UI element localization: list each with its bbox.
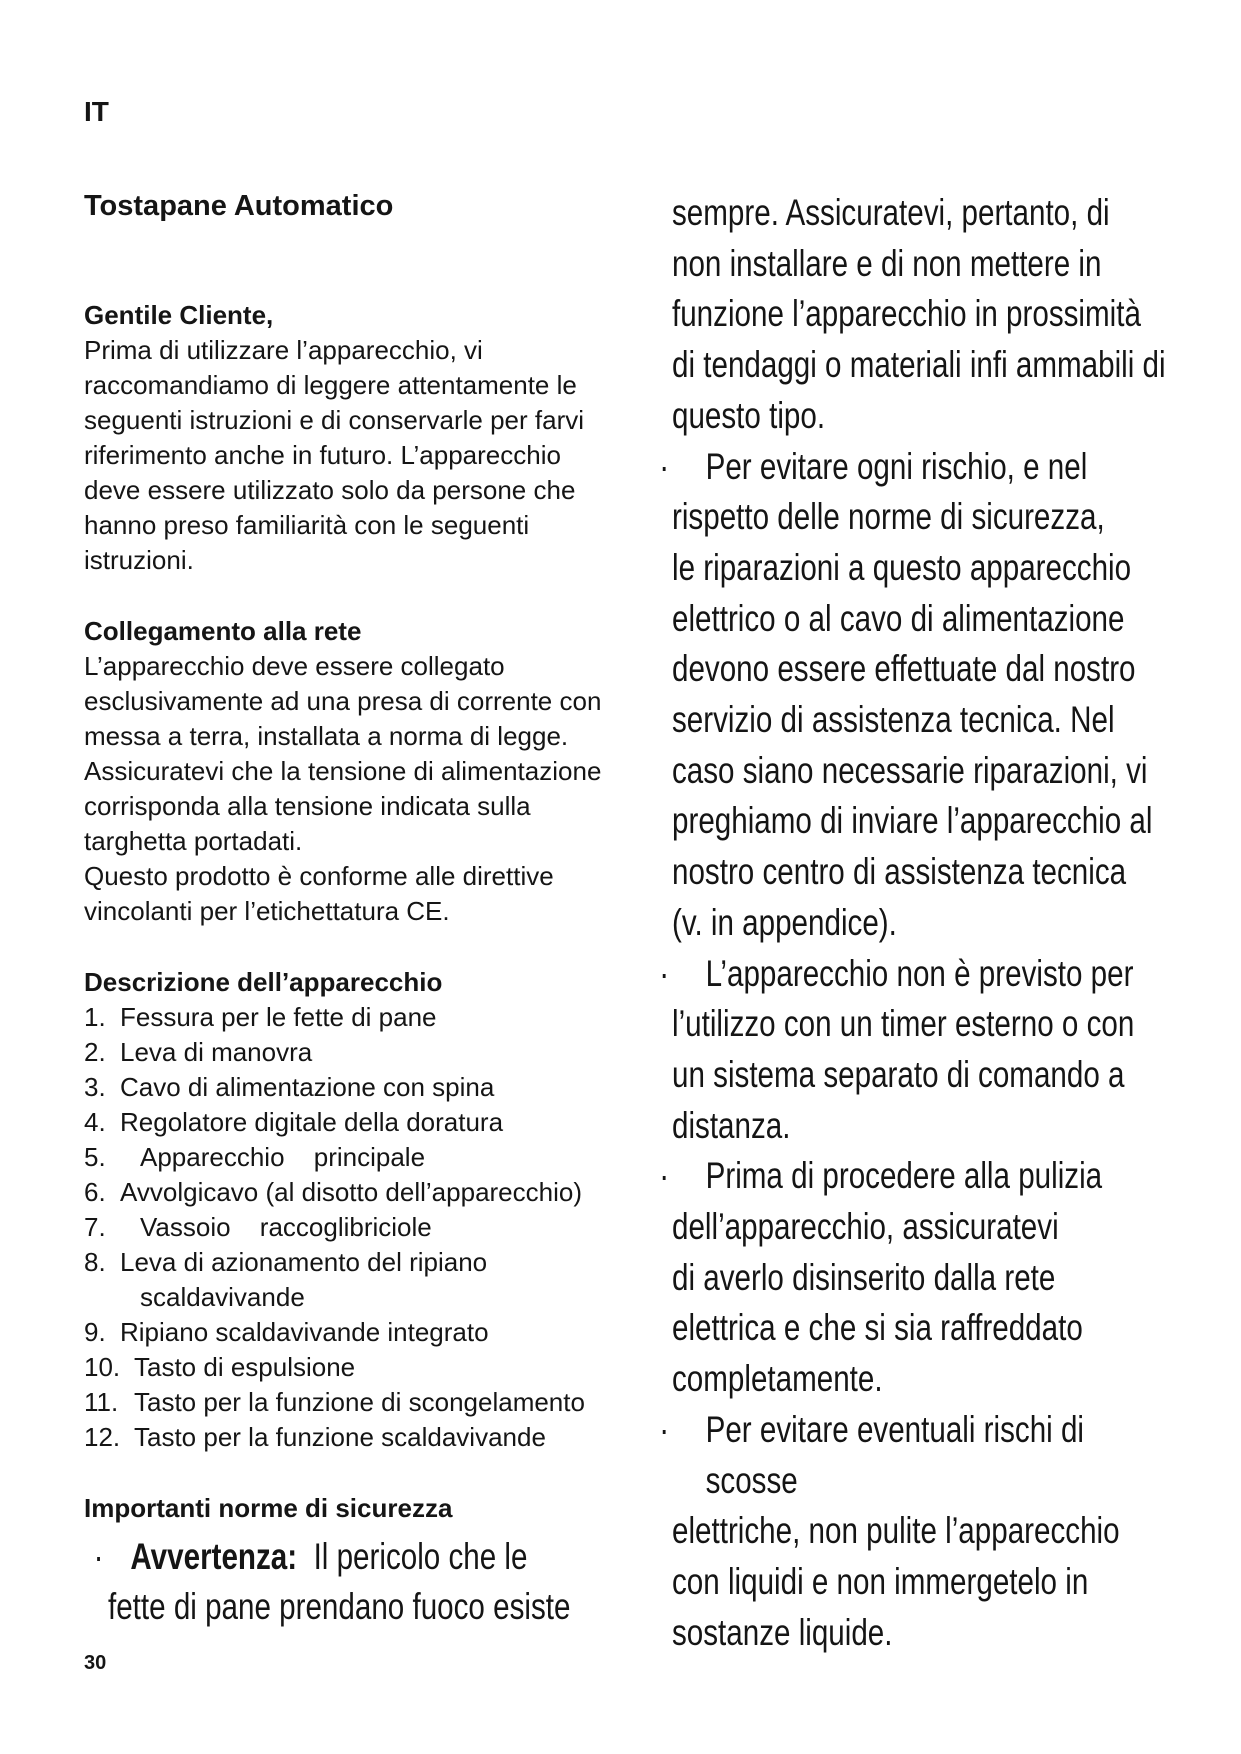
list-item-text: scaldavivande	[140, 1282, 305, 1312]
connection-line: L’apparecchio deve essere collegato	[84, 651, 505, 681]
list-item	[84, 1000, 624, 1035]
intro-line: hanno preso familiarità con le seguenti	[84, 510, 530, 540]
connection-line: messa a terra, installata a norma di legge.	[84, 721, 569, 751]
bullet-icon: ·	[659, 952, 670, 994]
intro-heading: Gentile Cliente,	[84, 300, 274, 330]
safety-item-lead: Per evitare eventuali rischi di scosse	[705, 1408, 1084, 1501]
list-item-number: 5.	[84, 1142, 106, 1172]
list-item	[84, 1245, 624, 1280]
safety-item-line: nostro centro di assistenza tecnica	[672, 851, 1127, 893]
list-item	[84, 1035, 624, 1070]
continuation-line: funzione l’apparecchio in prossimità	[672, 293, 1141, 335]
connection-line: corrisponda alla tensione indicata sulla	[84, 791, 531, 821]
left-column	[84, 188, 624, 1632]
list-item-number: 8.	[84, 1247, 106, 1277]
safety-item-line: un sistema separato di comando a	[672, 1053, 1125, 1095]
intro-line: Prima di utilizzare l’apparecchio, vi	[84, 335, 483, 365]
connection-heading: Collegamento alla rete	[84, 616, 362, 646]
list-item-number: 9.	[84, 1317, 106, 1347]
continuation-line: di tendaggi o materiali infi ammabili di	[672, 344, 1166, 386]
list-item-text: Cavo di alimentazione con spina	[120, 1072, 495, 1102]
bullet-icon: ·	[93, 1536, 104, 1577]
list-item-text: Avvolgicavo (al disotto dell’apparecchio)	[120, 1177, 582, 1207]
list-item-number: 6.	[84, 1177, 106, 1207]
list-item	[84, 1140, 624, 1175]
safety-item	[659, 1151, 1184, 1405]
safety-item	[659, 442, 1184, 949]
intro-line: seguenti istruzioni e di conservarle per farvi	[84, 405, 585, 435]
safety-item-line: (v. in appendice).	[672, 901, 897, 943]
list-item-number: 1.	[84, 1002, 106, 1032]
list-item-number: 10.	[84, 1352, 121, 1382]
list-item	[84, 1175, 624, 1210]
page-number: 30	[84, 1652, 107, 1674]
warning-paragraph	[84, 1532, 584, 1632]
connection-line: Questo prodotto è conforme alle direttive	[84, 861, 554, 891]
list-item-number: 3.	[84, 1072, 106, 1102]
list-item-number: 4.	[84, 1107, 106, 1137]
intro-line: deve essere utilizzato solo da persone che	[84, 475, 576, 505]
safety-item-line: caso siano necessarie riparazioni, vi	[672, 749, 1148, 791]
warning-label: Avvertenza:	[130, 1536, 298, 1577]
safety-item-line: elettriche, non pulite l’apparecchio	[672, 1510, 1120, 1552]
safety-item-line: preghiamo di inviare l’apparecchio al	[672, 800, 1153, 842]
safety-item-line: con liquidi e non immergetelo in	[672, 1560, 1089, 1602]
safety-item-lead: L’apparecchio non è previsto per	[705, 952, 1134, 994]
connection-line: Assicuratevi che la tensione di alimentazione	[84, 756, 602, 786]
list-item-text: Fessura per le fette di pane	[120, 1002, 437, 1032]
safety-item-line: completamente.	[672, 1358, 883, 1400]
language-code: IT	[84, 96, 109, 127]
list-item	[84, 1315, 624, 1350]
list-item-text: Vassoio raccoglibriciole	[140, 1212, 432, 1242]
warning-second-line: fette di pane prendano fuoco esiste	[108, 1586, 571, 1627]
safety-heading: Importanti norme di sicurezza	[84, 1493, 453, 1523]
page-title: Tostapane Automatico	[84, 190, 394, 222]
safety-item-lead: Prima di procedere alla pulizia	[705, 1155, 1103, 1197]
safety-item-line: elettrica e che si sia raffreddato	[672, 1307, 1083, 1349]
safety-item-line: elettrico o al cavo di alimentazione	[672, 597, 1125, 639]
list-item-number: 12.	[84, 1422, 121, 1452]
list-item	[84, 1105, 624, 1140]
connection-line: vincolanti per l’etichettatura CE.	[84, 896, 450, 926]
list-item-text: Apparecchio principale	[140, 1142, 426, 1172]
safety-item-line: dell’apparecchio, assicuratevi	[672, 1206, 1059, 1248]
safety-item	[659, 949, 1184, 1152]
bullet-icon: ·	[659, 445, 670, 487]
list-item	[84, 1385, 624, 1420]
list-item	[84, 1350, 624, 1385]
list-item-number: 11.	[84, 1387, 119, 1417]
warning-first-line	[84, 1532, 584, 1582]
list-item	[84, 1210, 624, 1245]
continuation-line: sempre. Assicuratevi, pertanto, di	[672, 192, 1110, 233]
safety-item-line: devono essere effettuate dal nostro	[672, 648, 1136, 690]
safety-item-line: sostanze liquide.	[672, 1611, 893, 1653]
list-item-text: Ripiano scaldavivande integrato	[120, 1317, 489, 1347]
right-column	[659, 188, 1184, 1658]
intro-line: raccomandiamo di leggere attentamente le	[84, 370, 577, 400]
connection-line: esclusivamente ad una presa di corrente con	[84, 686, 602, 716]
safety-item	[659, 1405, 1184, 1659]
list-item	[84, 1420, 624, 1455]
bullet-icon: ·	[659, 1155, 670, 1197]
list-item-number: 2.	[84, 1037, 106, 1067]
list-item-number: 7.	[84, 1212, 106, 1242]
safety-item-line: distanza.	[672, 1104, 791, 1146]
continuation-line: questo tipo.	[672, 394, 826, 436]
description-heading: Descrizione dell’apparecchio	[84, 967, 443, 997]
safety-item-line: rispetto delle norme di sicurezza,	[672, 496, 1105, 538]
bullet-icon: ·	[659, 1408, 670, 1450]
list-item-text: Tasto di espulsione	[134, 1352, 356, 1382]
connection-line: targhetta portadati.	[84, 826, 303, 856]
list-item-text: Leva di manovra	[120, 1037, 313, 1067]
intro-line: istruzioni.	[84, 545, 194, 575]
list-item-text: Regolatore digitale della doratura	[120, 1107, 504, 1137]
safety-item-line: le riparazioni a questo apparecchio	[672, 546, 1132, 588]
list-item	[84, 1070, 624, 1105]
parts-list	[84, 1000, 624, 1455]
list-item-text: Tasto per la funzione di scongelamento	[134, 1387, 585, 1417]
intro-line: riferimento anche in futuro. L’apparecchio	[84, 440, 561, 470]
continuation-line: non installare e di non mettere in	[672, 242, 1102, 284]
safety-item-lead: Per evitare ogni rischio, e nel	[705, 445, 1088, 487]
list-item-text: Leva di azionamento del ripiano	[120, 1247, 488, 1277]
safety-item-line: servizio di assistenza tecnica. Nel	[672, 699, 1115, 741]
list-item-continuation	[84, 1280, 624, 1315]
safety-item-line: di averlo disinserito dalla rete	[672, 1256, 1056, 1298]
warning-text: Il pericolo che le	[313, 1536, 528, 1577]
list-item-text: Tasto per la funzione scaldavivande	[134, 1422, 546, 1452]
safety-item-line: l’utilizzo con un timer esterno o con	[672, 1003, 1135, 1045]
